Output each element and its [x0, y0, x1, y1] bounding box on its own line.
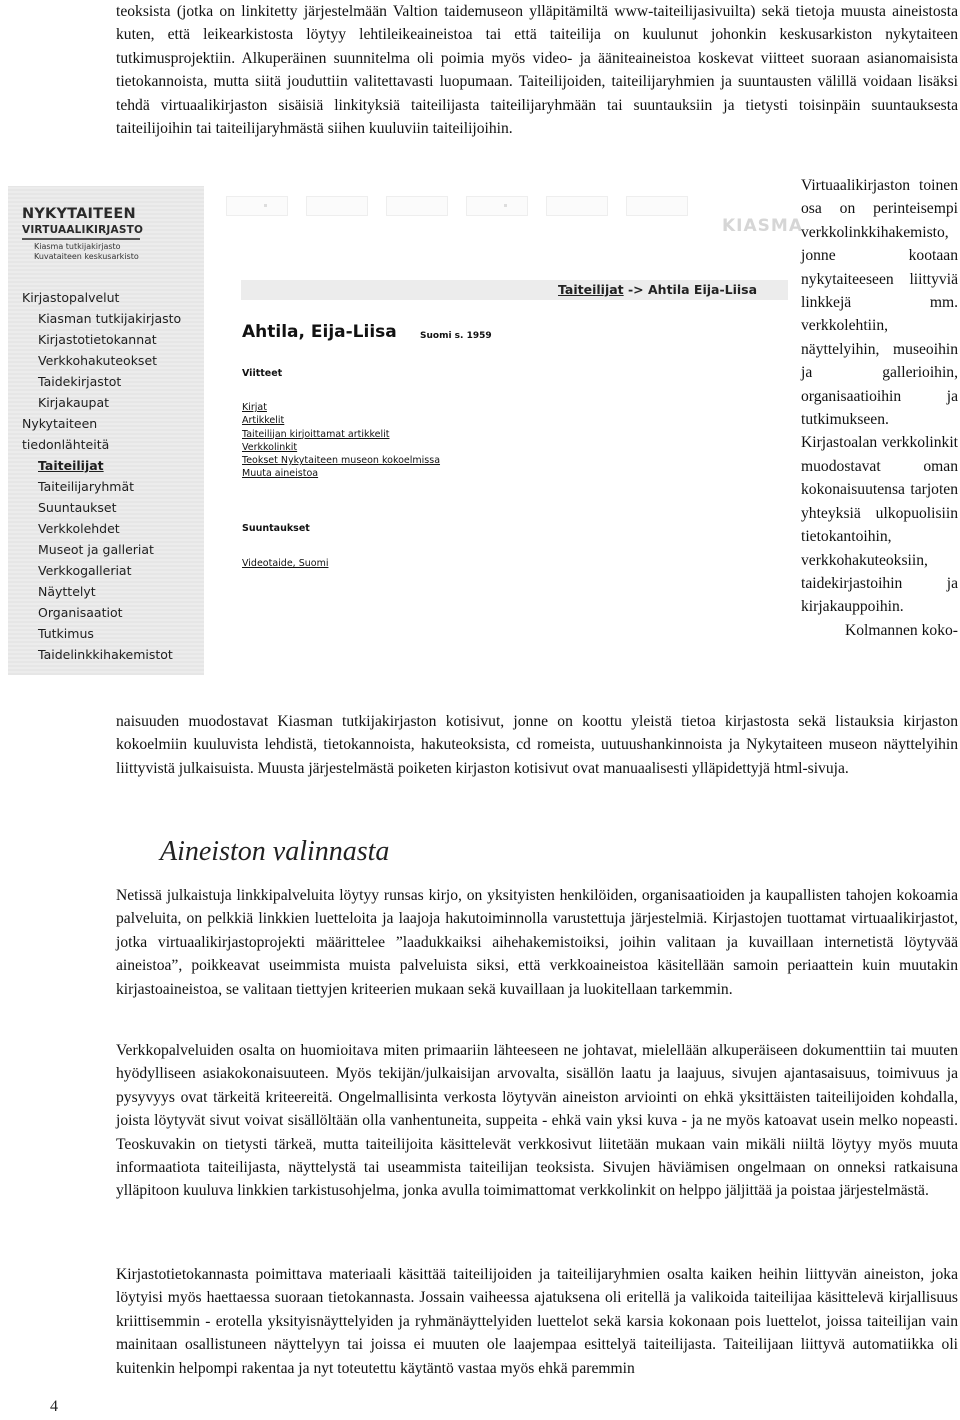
page-number: 4	[50, 1398, 58, 1415]
sidebar-item[interactable]: Taidekirjastot	[38, 374, 122, 389]
reference-link[interactable]: Kirjat	[242, 402, 267, 413]
sidebar-item[interactable]: Taiteilijat	[38, 458, 104, 473]
third-part-paragraph: naisuuden muodostavat Kiasman tutkijakirjaston kotisivut, jonne on koottu yleistä tietoa kirjastosta sekä listauksia kirjaston kokoelmiin kuuluvista lehdistä, tietokannoista, hakuteoksista, cd romeista, uutuushankinnoista ja Nykytaiteen museon näyttelyihin liittyvistä julkaisuista. Muusta järjestelmästä poiketen kirjaston kotisivut ovat manuaalisesti ylläpidettyjä html-sivuja.	[116, 713, 958, 777]
sidebar-item[interactable]: Taidelinkkihakemistot	[38, 647, 173, 662]
sidebar-item[interactable]: Tutkimus	[38, 626, 94, 641]
second-part-paragraph	[801, 174, 958, 642]
header-tile	[386, 196, 448, 216]
selection-paragraph-2: Verkkopalveluiden osalta on huomioitava miten primaariin lähteeseen ne johtavat, mielellään alkuperäiseen dokumenttiin tai muuten hyödylliseen asiakokonaisuuteen. Myös tekijän/julkaisijan arvovalta, sisällön laatu ja laajuus, sivujen ajantasaisuus, toimivuus ja pysyvyys ovat tärkeitä kriteereitä. Ongelmallisinta verkosta löytyvän aineiston arviointi on ehkä yksittäisten taiteilijoiden kohdalla, joista löytyvät sivut voivat sisällöltään olla vanhentuneita, suppeita - ehkä vain yksi kuva - ja ne myös katoavat usein melko nopeasti. Teoskuvakin on tietysti tärkeä, mutta taiteilijoita käsittelevät verkkosivut liitetään mukaan vain mikäli niiltä löytyy myös muuta informaatiota taiteilijasta, näyttelystä tai useammista taiteilijan teoksista. Sivujen häviämisen ongelmaan on onneksi ratkaisuna ylläpitoon kuuluva linkkien tarkistusohjelma, jonka avulla toimimattomat verkkolinkit on helppo jäljittää ja poistaa järjestelmästä.	[116, 1042, 958, 1200]
header-tile	[306, 196, 368, 216]
trends-heading: Suuntaukset	[242, 523, 310, 534]
sidebar-item[interactable]: Organisaatiot	[38, 605, 123, 620]
brand-line-archive: Kuvataiteen keskusarkisto	[34, 252, 139, 261]
artist-name: Ahtila, Eija-Liisa	[242, 322, 397, 342]
sidebar-item[interactable]: Nykytaiteen	[22, 416, 98, 431]
brand-subtitle: VIRTUAALIKIRJASTO	[22, 224, 144, 236]
references-list	[242, 401, 440, 481]
breadcrumb	[558, 280, 757, 300]
third-part-start: Kolmannen koko-	[844, 621, 958, 639]
sidebar-item[interactable]: Suuntaukset	[38, 500, 117, 515]
reference-link[interactable]: Muuta aineistoa	[242, 468, 319, 480]
section-heading: Aineiston valinnasta	[160, 836, 390, 867]
second-part-text: Virtuaalikirjaston toinen osa on perinteisempi verkkolinkkihakemisto, jonne kootaan nykytaiteeseen liittyviä linkkejä mm. verkkolehtiin, näyttelyihin, museoihin ja gallerioihin, organisaatioihin ja tutkimukseen. Kirjastoalan verkkolinkit muodostavat oman kokonaisuutensa tarjoten yhteyksiä ulkopuolisiin tietokantoihin, verkkohakuteoksiin, taidekirjastoihin ja kirjakauppoihin.	[801, 177, 958, 616]
references-heading: Viitteet	[242, 368, 283, 379]
artist-meta: Suomi s. 1959	[420, 331, 492, 341]
screenshot-sidebar	[8, 186, 204, 675]
trend-link[interactable]: Videotaide, Suomi	[242, 558, 329, 569]
trends-list	[242, 557, 328, 570]
header-image-strip	[204, 186, 788, 222]
selection-paragraph-1: Netissä julkaistuja linkkipalveluita löytyy runsas kirjo, on yksityisten henkilöiden, organisaatioiden ja kaupallisten tahojen kokoamia palveluita, on pelkkiä linkkien luetteloita ja laajoja hakutoiminnolla varustettuja järjestelmiä. Kirjastojen tuottamat virtuaalikirjastot, jotka virtuaalikirjastoprojekti määrittelee ”laadukkaiksi aihehakemistoiksi, joihin valitaan ja kuvaillaan internetistä löytyvää aineistoa”, poikkeavat useimmista muista palveluista siksi, että verkkoaineistoa käsitellään samoin periaattein kuin muutakin kirjastoaineistoa, se valitaan tiettyjen kriteerien mukaan sekä kuvaillaan ja luokitellaan tarkemmin.	[116, 887, 958, 998]
reference-link[interactable]: Artikkelit	[242, 415, 285, 427]
header-tile	[626, 196, 688, 216]
reference-link[interactable]: Taiteilijan kirjoittamat artikkelit	[242, 428, 390, 440]
breadcrumb-current: -> Ahtila Eija-Liisa	[623, 282, 758, 297]
sidebar-item[interactable]: Verkkolehdet	[38, 521, 120, 536]
sidebar-item[interactable]: Kiasman tutkijakirjasto	[38, 311, 182, 326]
reference-link[interactable]: Teokset Nykytaiteen museon kokoelmissa	[242, 455, 441, 467]
header-dot	[264, 204, 267, 207]
sidebar-item[interactable]: Verkkogalleriat	[38, 563, 132, 578]
sidebar-item[interactable]: Kirjastotietokannat	[38, 332, 157, 347]
virtual-library-screenshot	[8, 186, 803, 675]
sidebar-item[interactable]: Verkkohakuteokset	[38, 353, 158, 368]
sidebar-item[interactable]: Kirjastopalvelut	[22, 290, 120, 305]
sidebar-item[interactable]: tiedonlähteitä	[22, 437, 110, 452]
reference-link[interactable]: Verkkolinkit	[242, 441, 298, 453]
selection-paragraph-3: Kirjastotietokannasta poimittava materiaali käsittää taiteilijoiden ja taiteilijaryhmien osalta kaiken heihin liittyvän aineiston, joka löytyisi myös haettaessa suoraan tietokannasta. Jossain vaiheessa ajatuksena oli eritellä ja valikoida taiteilijaa käsittelevä kirjallisuus kriittisemmin - erotella yksityisnäyttelyiden ja ryhmänäyttelyiden luettelot sekä karsia kokonaan pois luettelot, joissa taiteilijan vain mainitaan osallistuneen näyttelyyn tai joissa ei muuten ole laajempaa esittelyä taiteilijasta. Taiteilijaan liittyvä automatiikka oli kuitenkin helpompi rakentaa ja nyt toteutettu käytäntö vastaa myös ehkä paremmin	[116, 1266, 958, 1377]
intro-paragraph: teoksista (jotka on linkitetty järjestelmään Valtion taidemuseon ylläpitämiltä www-taiteilijasivuilta) sekä tietoja muusta aineistosta kuten, että leikearkistosta löytyy lehtileikeaineistoa tai että taiteilija on kuulunut johonkin keskusarkiston nykytaiteen tutkimusprojektiin. Alkuperäinen suunnitelma oli poimia myös video- ja ääniteaineistoa koskevat viitteet suoraan asianomaisista tietokannoista, mutta siitä jouduttiin valitettavasti luopumaan. Taiteilijoiden, taiteilijaryhmien ja suuntausten välillä voidaan lisäksi tehdä virtuaalikirjaston sisäisiä linkityksiä taiteilijasta taiteilijaryhmään tai suuntauksiin ja tietysti toisinpäin suuntauksesta taiteilijoihin tai taiteilijaryhmästä siihen kuuluviin taiteilijoihin.	[116, 3, 958, 138]
sidebar-nav	[8, 287, 204, 665]
sidebar-item[interactable]: Museot ja galleriat	[38, 542, 154, 557]
header-tile	[226, 196, 288, 216]
header-dot	[504, 204, 507, 207]
brand-title: NYKYTAITEEN	[22, 206, 136, 222]
sidebar-item[interactable]: Kirjakaupat	[38, 395, 110, 410]
header-tile	[466, 196, 528, 216]
brand-line-library: Kiasma tutkijakirjasto	[34, 242, 121, 251]
kiasma-logo: KIASMA	[722, 216, 803, 236]
breadcrumb-link-artists[interactable]: Taiteilijat	[558, 282, 624, 297]
sidebar-item[interactable]: Näyttelyt	[38, 584, 96, 599]
header-tile	[546, 196, 608, 216]
sidebar-item[interactable]: Taiteilijaryhmät	[38, 479, 135, 494]
brand-divider	[22, 238, 140, 240]
